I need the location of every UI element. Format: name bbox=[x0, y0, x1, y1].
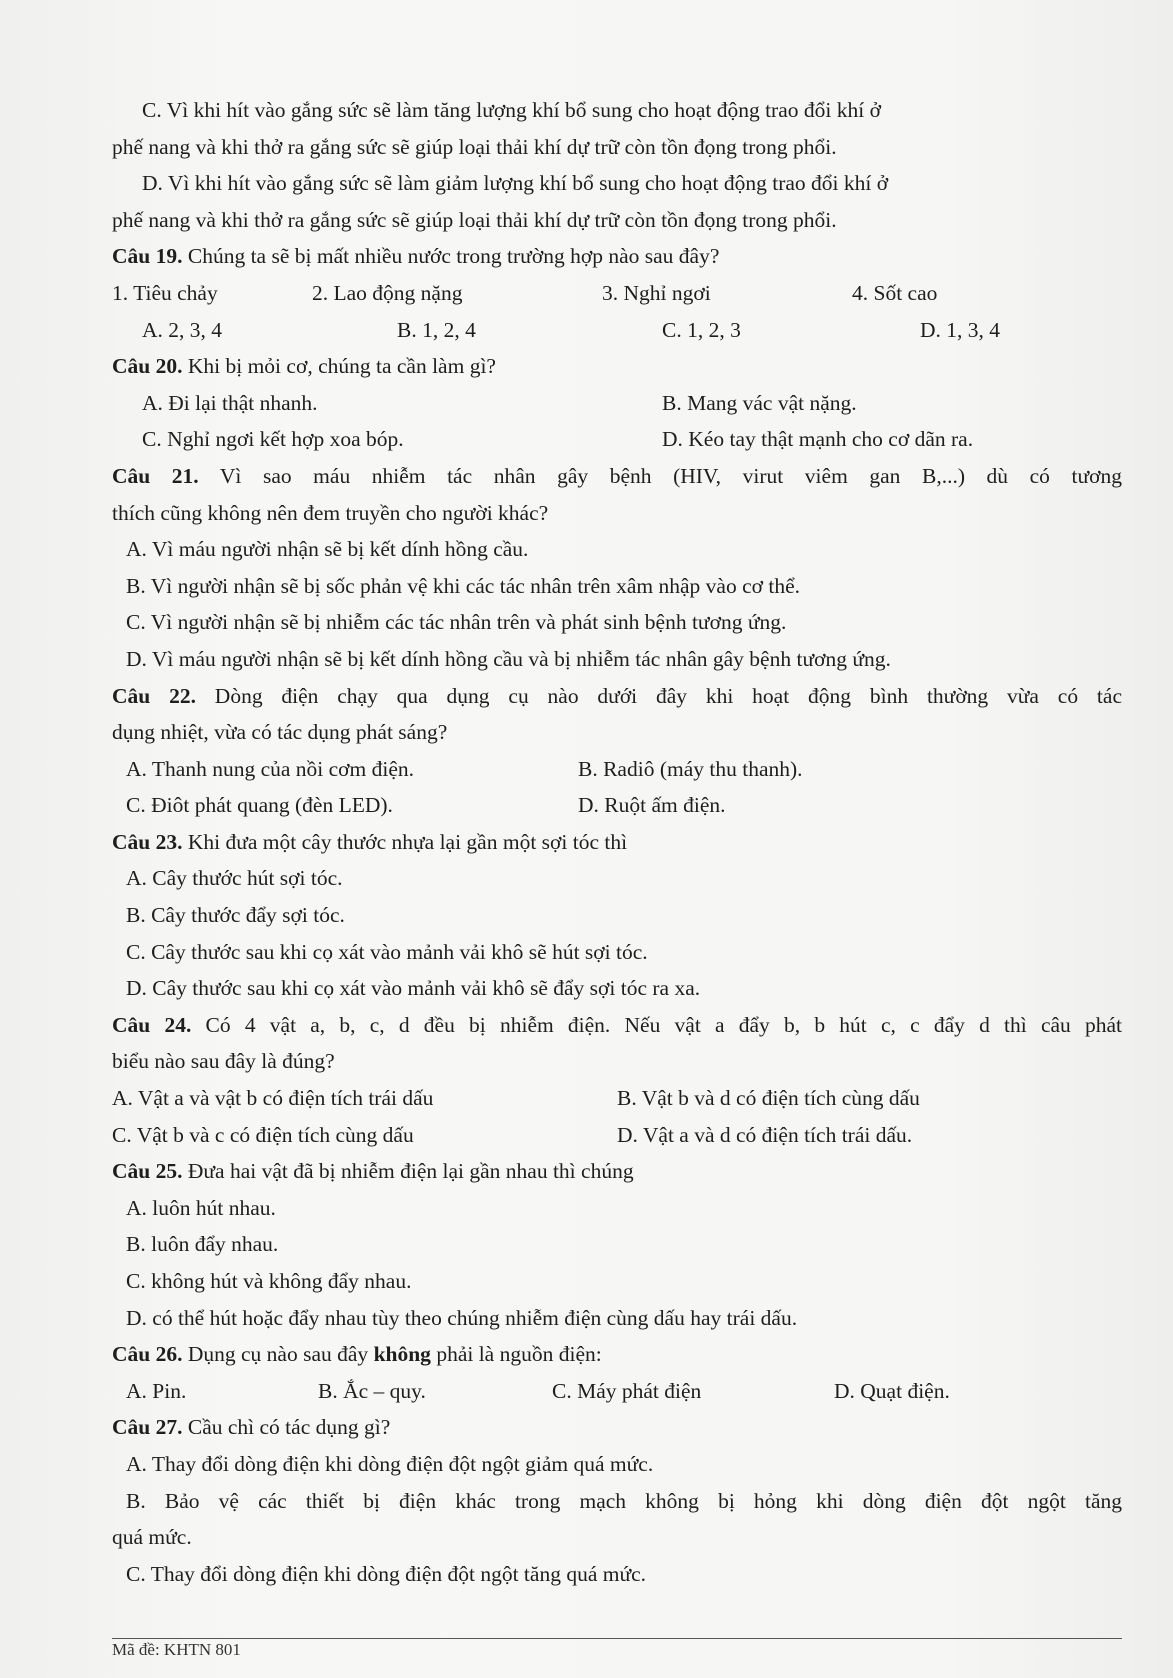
prev-option-c-line2: phế nang và khi thở ra gắng sức sẽ giúp loại thải khí dự trữ còn tồn đọng trong phổi. bbox=[112, 134, 837, 159]
q23-option-a: A. Cây thước hút sợi tóc. bbox=[126, 866, 343, 891]
question-26-label: Câu 26. bbox=[112, 1342, 183, 1367]
q22-option-a: A. Thanh nung của nồi cơm điện. bbox=[126, 756, 415, 781]
q24-option-d: D. Vật a và d có điện tích trái dấu. bbox=[617, 1122, 913, 1147]
q19-option-c: C. 1, 2, 3 bbox=[662, 317, 741, 342]
q20-option-a: A. Đi lại thật nhanh. bbox=[142, 390, 318, 415]
question-20 bbox=[112, 348, 1122, 385]
q26-option-a: A. Pin. bbox=[126, 1378, 187, 1403]
q27-option-b-line2: quá mức. bbox=[112, 1525, 192, 1550]
q27-option-a: A. Thay đổi dòng điện khi dòng điện đột ngột giảm quá mức. bbox=[126, 1451, 654, 1476]
footer-divider bbox=[112, 1638, 1122, 1639]
q21-option-d: D. Vì máu người nhận sẽ bị kết dính hồng cầu và bị nhiễm tác nhân gây bệnh tương ứng. bbox=[126, 646, 891, 671]
q20-option-d: D. Kéo tay thật mạnh cho cơ dãn ra. bbox=[662, 427, 974, 452]
q19-option-d: D. 1, 3, 4 bbox=[920, 317, 1001, 342]
question-25 bbox=[112, 1153, 1122, 1190]
q26-option-b: B. Ắc – quy. bbox=[318, 1378, 426, 1403]
question-24-label: Câu 24. bbox=[112, 1012, 192, 1037]
q21-option-b: B. Vì người nhận sẽ bị sốc phản vệ khi các tác nhân trên xâm nhập vào cơ thể. bbox=[126, 573, 801, 598]
question-22-line1 bbox=[112, 678, 1122, 715]
q27-option-b-line1: B. Bảo vệ các thiết bị điện khác trong mạch không bị hỏng khi dòng điện đột ngột tăng bbox=[126, 1488, 1122, 1513]
question-19 bbox=[112, 238, 1122, 275]
question-27 bbox=[112, 1409, 1122, 1446]
q24-option-c: C. Vật b và c có điện tích cùng dấu bbox=[112, 1122, 414, 1147]
question-24-text1: Có 4 vật a, b, c, d đều bị nhiễm điện. Nếu vật a đẩy b, b hút c, c đẩy d thì câu phát bbox=[191, 1012, 1123, 1037]
question-24-text2: biểu nào sau đây là đúng? bbox=[112, 1049, 335, 1074]
question-21-text1: Vì sao máu nhiễm tác nhân gây bệnh (HIV, virut viêm gan B,...) dù có tương bbox=[198, 463, 1122, 488]
question-19-label: Câu 19. bbox=[112, 244, 183, 269]
question-20-options-ab bbox=[112, 385, 1122, 422]
question-21-line1 bbox=[112, 458, 1122, 495]
question-22-text2: dụng nhiệt, vừa có tác dụng phát sáng? bbox=[112, 720, 448, 745]
exam-content bbox=[112, 92, 1122, 1592]
question-20-label: Câu 20. bbox=[112, 354, 183, 379]
footer-exam-code: Mã đề: KHTN 801 bbox=[112, 1640, 241, 1659]
q23-option-b: B. Cây thước đẩy sợi tóc. bbox=[126, 903, 345, 928]
q25-option-b: B. luôn đẩy nhau. bbox=[126, 1232, 279, 1257]
question-22-options-ab bbox=[112, 751, 1122, 788]
question-24-line1 bbox=[112, 1007, 1122, 1044]
question-19-text: Chúng ta sẽ bị mất nhiều nước trong trường hợp nào sau đây? bbox=[182, 244, 720, 269]
q19-item-2: 2. Lao động nặng bbox=[312, 280, 463, 305]
q21-option-a: A. Vì máu người nhận sẽ bị kết dính hồng cầu. bbox=[126, 537, 529, 562]
q22-option-b: B. Radiô (máy thu thanh). bbox=[578, 756, 803, 781]
question-25-label: Câu 25. bbox=[112, 1159, 183, 1184]
q21-option-c: C. Vì người nhận sẽ bị nhiễm các tác nhân trên và phát sinh bệnh tương ứng. bbox=[126, 610, 787, 635]
question-27-label: Câu 27. bbox=[112, 1415, 183, 1440]
prev-option-d-line1: D. Vì khi hít vào gắng sức sẽ làm giảm lượng khí bổ sung cho hoạt động trao đổi khí ở bbox=[142, 171, 889, 196]
q24-option-b: B. Vật b và d có điện tích cùng dấu bbox=[617, 1086, 920, 1111]
question-24-options-ab bbox=[112, 1080, 1122, 1117]
question-22-text1: Dòng điện chạy qua dụng cụ nào dưới đây khi hoạt động bình thường vừa có tác bbox=[195, 683, 1122, 708]
question-20-options-cd bbox=[112, 421, 1122, 458]
question-20-text: Khi bị mỏi cơ, chúng ta cần làm gì? bbox=[182, 354, 496, 379]
q19-item-4: 4. Sốt cao bbox=[852, 280, 938, 305]
question-19-options bbox=[112, 312, 1122, 349]
q22-option-d: D. Ruột ấm điện. bbox=[578, 793, 726, 818]
question-26-text-post: phải là nguồn điện: bbox=[430, 1342, 602, 1367]
q23-option-c: C. Cây thước sau khi cọ xát vào mảnh vải khô sẽ hút sợi tóc. bbox=[126, 939, 648, 964]
question-23 bbox=[112, 824, 1122, 861]
question-26-options bbox=[112, 1373, 1122, 1410]
question-26 bbox=[112, 1336, 1122, 1373]
question-24-options-cd bbox=[112, 1117, 1122, 1154]
q24-option-a: A. Vật a và vật b có điện tích trái dấu bbox=[112, 1086, 434, 1111]
prev-option-c-line1: C. Vì khi hít vào gắng sức sẽ làm tăng lượng khí bổ sung cho hoạt động trao đổi khí ở bbox=[142, 98, 881, 122]
question-19-items bbox=[112, 275, 1122, 312]
question-26-text-bold: không bbox=[373, 1342, 431, 1367]
prev-option-d-line2: phế nang và khi thở ra gắng sức sẽ giúp loại thải khí dự trữ còn tồn đọng trong phổi. bbox=[112, 207, 837, 232]
q19-item-1: 1. Tiêu chảy bbox=[112, 280, 218, 305]
question-22-label: Câu 22. bbox=[112, 683, 196, 708]
q19-item-3: 3. Nghỉ ngơi bbox=[602, 280, 711, 305]
q26-option-c: C. Máy phát điện bbox=[552, 1378, 702, 1403]
q22-option-c: C. Điôt phát quang (đèn LED). bbox=[126, 793, 393, 818]
q20-option-b: B. Mang vác vật nặng. bbox=[662, 390, 857, 415]
question-23-label: Câu 23. bbox=[112, 829, 183, 854]
question-21-label: Câu 21. bbox=[112, 463, 199, 488]
question-21-text2: thích cũng không nên đem truyền cho người khác? bbox=[112, 500, 549, 525]
q23-option-d: D. Cây thước sau khi cọ xát vào mảnh vải khô sẽ đẩy sợi tóc ra xa. bbox=[126, 976, 701, 1001]
question-25-text: Đưa hai vật đã bị nhiễm điện lại gần nhau thì chúng bbox=[182, 1159, 634, 1184]
question-27-text: Cầu chì có tác dụng gì? bbox=[182, 1415, 391, 1440]
q20-option-c: C. Nghỉ ngơi kết hợp xoa bóp. bbox=[142, 427, 404, 452]
q25-option-a: A. luôn hút nhau. bbox=[126, 1195, 276, 1220]
question-26-text-pre: Dụng cụ nào sau đây bbox=[182, 1342, 374, 1367]
q27-option-c: C. Thay đổi dòng điện khi dòng điện đột ngột tăng quá mức. bbox=[126, 1561, 647, 1586]
q25-option-d: D. có thể hút hoặc đẩy nhau tùy theo chúng nhiễm điện cùng dấu hay trái dấu. bbox=[126, 1305, 798, 1330]
q26-option-d: D. Quạt điện. bbox=[834, 1378, 950, 1403]
q25-option-c: C. không hút và không đẩy nhau. bbox=[126, 1269, 412, 1293]
q19-option-a: A. 2, 3, 4 bbox=[142, 317, 223, 342]
question-23-text: Khi đưa một cây thước nhựa lại gần một sợi tóc thì bbox=[182, 829, 628, 854]
question-22-options-cd bbox=[112, 787, 1122, 824]
q19-option-b: B. 1, 2, 4 bbox=[397, 317, 476, 342]
